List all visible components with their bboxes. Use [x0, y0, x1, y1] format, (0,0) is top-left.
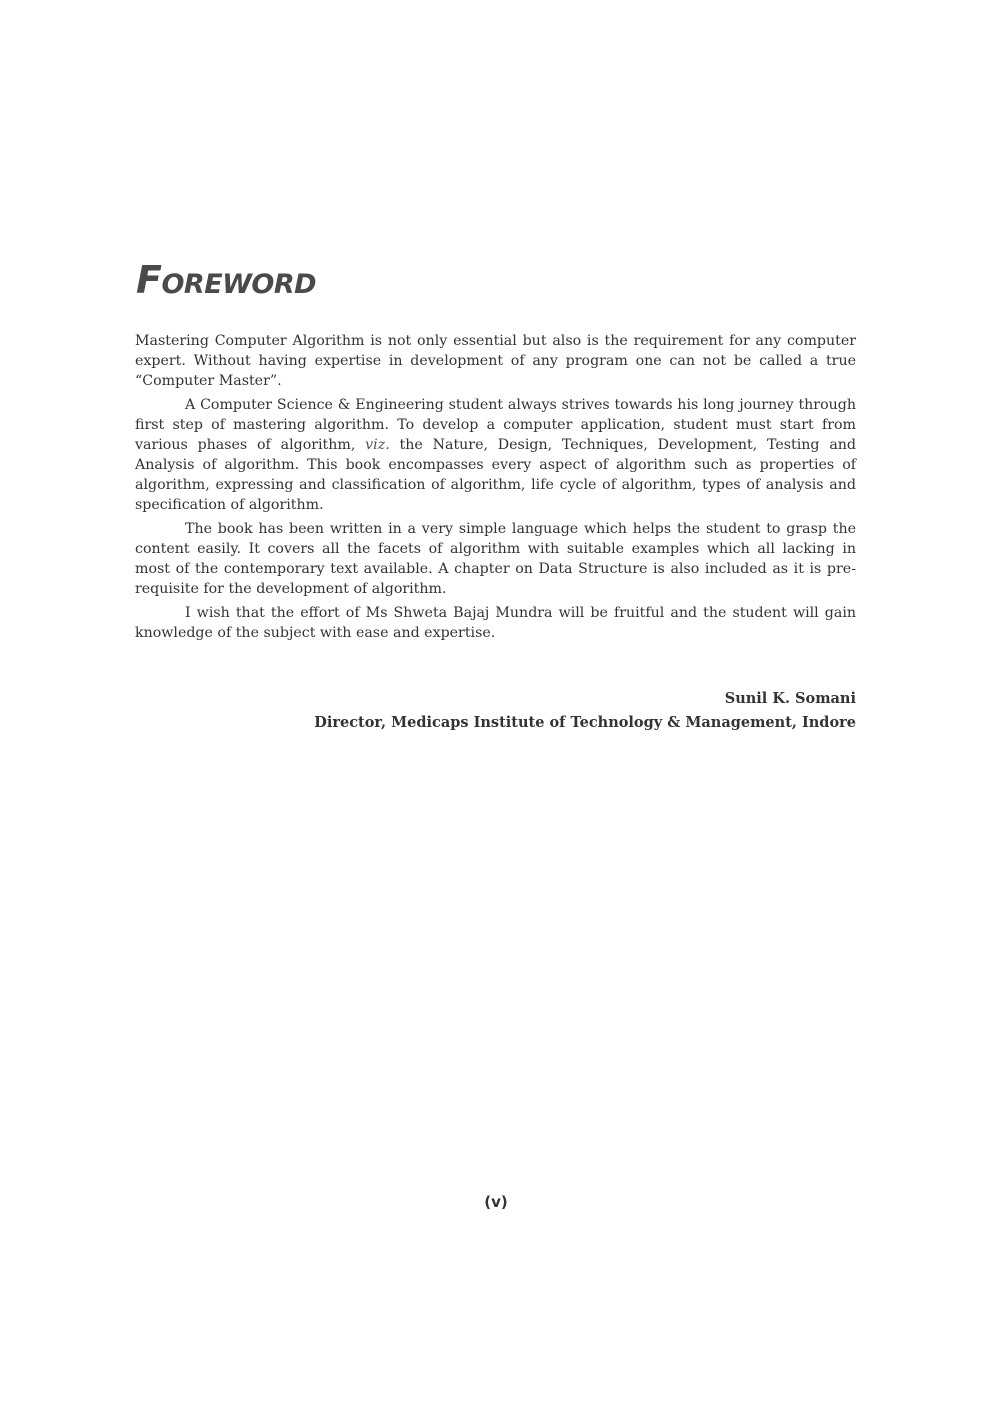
text-line: knowledge of the subject with ease and expertise. [135, 625, 496, 641]
text-line: “Computer Master”. [135, 373, 282, 389]
page-title: Foreword [136, 258, 317, 302]
paragraph-3 [135, 519, 856, 599]
text-line: The book has been written in a very simple language which helps the student to grasp the [185, 521, 856, 537]
text-segment: the Nature, Design, Techniques, Development, Testing and [389, 437, 856, 453]
text-line: expert. Without having expertise in development of any program one can not be called a true [135, 353, 856, 369]
text-line: Analysis of algorithm. This book encompasses every aspect of algorithm such as properties of [135, 457, 856, 473]
text-line: first step of mastering algorithm. To develop a computer application, student must start from [135, 417, 856, 433]
signature-designation: Director, Medicaps Institute of Technology & Management, Indore [314, 714, 856, 731]
text-line: I wish that the effort of Ms Shweta Bajaj Mundra will be fruitful and the student will gain [185, 605, 856, 621]
foreword-body [135, 331, 856, 647]
text-line: most of the contemporary text available. A chapter on Data Structure is also included as it is pre- [135, 561, 856, 577]
text-line: specification of algorithm. [135, 497, 324, 513]
text-line: Mastering Computer Algorithm is not only essential but also is the requirement for any computer [135, 333, 856, 349]
text-line: requisite for the development of algorithm. [135, 581, 447, 597]
signature-name: Sunil K. Somani [724, 690, 856, 707]
paragraph-1 [135, 331, 856, 391]
italic-term: viz. [365, 437, 390, 453]
text-line: content easily. It covers all the facets of algorithm with suitable examples which all lacking in [135, 541, 856, 557]
page-number: (v) [484, 1193, 508, 1211]
text-segment: various phases of algorithm, [135, 437, 366, 453]
paragraph-2 [135, 395, 856, 515]
paragraph-4 [135, 603, 856, 643]
text-line: algorithm, expressing and classification of algorithm, life cycle of algorithm, types of analysis and [135, 477, 856, 493]
text-line [135, 435, 856, 455]
text-line: A Computer Science & Engineering student always strives towards his long journey through [185, 397, 856, 413]
